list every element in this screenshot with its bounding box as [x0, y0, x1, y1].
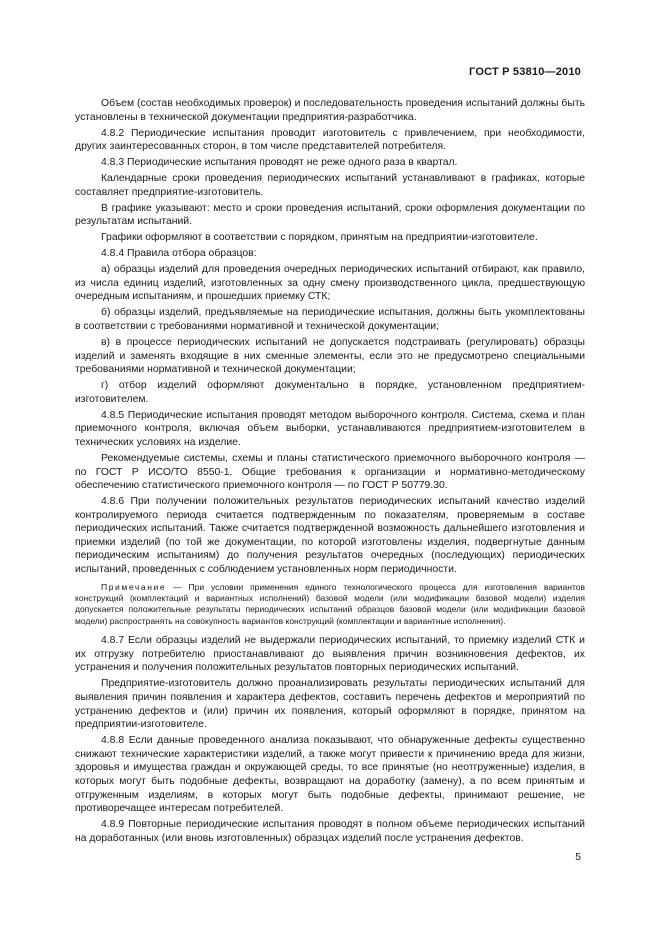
note — [75, 582, 585, 628]
list-item: г) отбор изделий оформляют документально в порядке, установленном предприятием-изготовителем. — [75, 380, 585, 405]
document-body — [75, 97, 585, 848]
paragraph: Рекомендуемые системы, схемы и планы статистического приемочного выборочного контроля — по ГОСТ Р ИСО/ТО 8550-1. Общие требования к организации и нормативно-методическому обеспечению статистического приемочного контроля — по ГОСТ Р 50779.30. — [75, 452, 585, 492]
paragraph: 4.8.6 При получении положительных результатов периодических испытаний качество изделий контролируемого периода считается подтвержденным по показателям, проверяемым в составе периодических испытаний. Также считается подтвержденной возможность дальнейшего изготовления и приемки изделий (по той же документации, по которой изготовлены изделия, подвергнутые данным периодическим испытаниям) до получения результатов очередных (последующих) периодических испытаний, проведенных с соблюдением установленных норм периодичности. — [75, 496, 585, 576]
paragraph: Календарные сроки проведения периодических испытаний устанавливают в графиках, которые составляет предприятие-изготовитель. — [75, 173, 585, 198]
paragraph: Объем (состав необходимых проверок) и последовательность проведения испытаний должны быть установлены в технической документации предприятия-разработчика. — [75, 98, 585, 123]
list-item: а) образцы изделий для проведения очередных периодических испытаний отбирают, как правило, из числа единиц изделий, изготовленных за одну смену производственного цикла, предшествующую очередным испытаниям, и прошедших приемку СТК; — [75, 264, 585, 303]
paragraph: 4.8.8 Если данные проведенного анализа показывают, что обнаруженные дефекты существенно снижают технические характеристики изделий, а также могут привести к причинению вреда для жизни, здоровья и имущества граждан и окружающей среды, то все принятые (но неотгруженные) изделия, в которых могут быть подобные дефекты, возвращают на доработку (замену), а по всем принятым и отгруженным изделиям, в которых могут быть подобные дефекты, принимают решение, не противоречащее интересам потребителей. — [75, 735, 585, 815]
standard-id-header: ГОСТ Р 53810—2010 — [469, 66, 581, 78]
paragraph: В графике указывают: место и сроки проведения испытаний, сроки оформления документации по результатам испытаний. — [75, 202, 585, 228]
paragraph: Графики оформляют в соответствии с порядком, принятым на предприятии-изготовителе. — [101, 232, 538, 244]
paragraph: 4.8.5 Периодические испытания проводят методом выборочного контроля. Система, схема и план приемочного контроля, включая объем выборки, устанавливаются предприятием-изготовителем в технических условиях на изделие. — [75, 409, 585, 448]
paragraph: Предприятие-изготовитель должно проанализировать результаты периодических испытаний для выявления причин появления и характера дефектов, составить перечень дефектов и мероприятий по устранению дефектов и (или) причин их появления, который оформляют в порядке, принятом на предприятии-изготовителе. — [75, 678, 585, 731]
paragraph: 4.8.4 Правила отбора образцов: — [101, 248, 257, 260]
paragraph: 4.8.3 Периодические испытания проводят не реже одного раза в квартал. — [101, 157, 458, 169]
note-label: Примечание — [101, 581, 167, 592]
note-text: — При условии применения единого технологического процесса для изготовления вариантов конструкций (комплектаций и вариантных исполнений) базовой модели (или модификации базовой модели) изделия допускается положительные результаты периодических испытаний образцов базовой модели (или модификации базовой модели) распространять на совокупность вариантов конструкций (комплектации и вариантные исполнения). — [75, 581, 585, 626]
paragraph: 4.8.7 Если образцы изделий не выдержали периодических испытаний, то приемку изделий СТК и их отгрузку потребителю приостанавливают до выявления причин возникновения дефектов, их устранения и получения положительных результатов повторных периодических испытаний. — [75, 635, 585, 674]
list-item: в) в процессе периодических испытаний не допускается подстраивать (регулировать) образцы изделий и заменять входящие в них сменные элементы, если это не предусмотрено специальными требованиями нормативной и технической документации; — [75, 337, 585, 376]
page-number: 5 — [575, 852, 581, 863]
paragraph: 4.8.2 Периодические испытания проводит изготовитель с привлечением, при необходимости, других заинтересованных сторон, в том числе представителей потребителя. — [75, 127, 585, 153]
list-item: б) образцы изделий, предъявляемые на периодические испытания, должны быть укомплектованы в соответствии с требованиями нормативной и технической документации; — [75, 307, 585, 333]
paragraph: 4.8.9 Повторные периодические испытания проводят в полном объеме периодических испытаний на доработанных (или вновь изготовленных) образцах изделий после устранения дефектов. — [75, 819, 585, 844]
